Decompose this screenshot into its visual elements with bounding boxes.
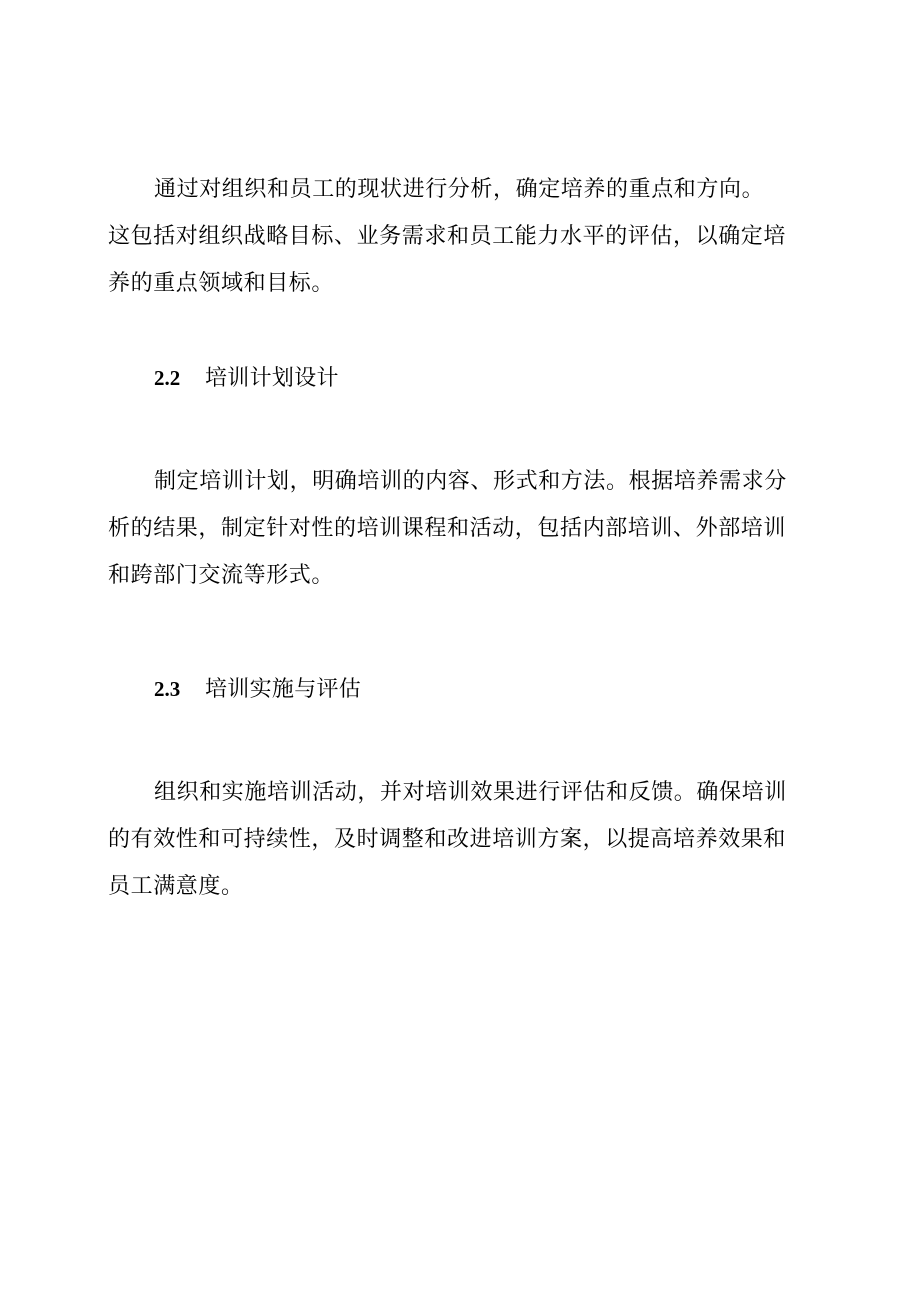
section-title: 培训实施与评估 (205, 677, 362, 702)
section-heading-2-2 (154, 363, 339, 394)
paragraph-line: 通过对组织和员工的现状进行分析，确定培养的重点和方向。 (154, 177, 765, 202)
paragraph-line: 制定培训计划，明确培训的内容、形式和方法。根据培养需求分 (154, 469, 787, 494)
paragraph-training-plan (108, 458, 808, 599)
section-number: 2.2 (154, 366, 181, 390)
paragraph-line: 析的结果，制定针对性的培训课程和活动，包括内部培训、外部培训 (108, 516, 787, 541)
paragraph-line: 养的重点领域和目标。 (108, 271, 335, 296)
paragraph-line: 这包括对组织战略目标、业务需求和员工能力水平的评估，以确定培 (108, 224, 787, 249)
section-number: 2.3 (154, 677, 181, 701)
section-title: 培训计划设计 (205, 366, 339, 391)
paragraph-line: 员工满意度。 (108, 874, 244, 899)
paragraph-line: 的有效性和可持续性，及时调整和改进培训方案，以提高培养效果和 (108, 827, 787, 852)
section-heading-2-3 (154, 674, 361, 705)
paragraph-needs-analysis (108, 166, 808, 307)
paragraph-line: 组织和实施培训活动，并对培训效果进行评估和反馈。确保培训 (154, 780, 787, 805)
paragraph-training-evaluation (108, 769, 808, 910)
paragraph-line: 和跨部门交流等形式。 (108, 563, 335, 588)
